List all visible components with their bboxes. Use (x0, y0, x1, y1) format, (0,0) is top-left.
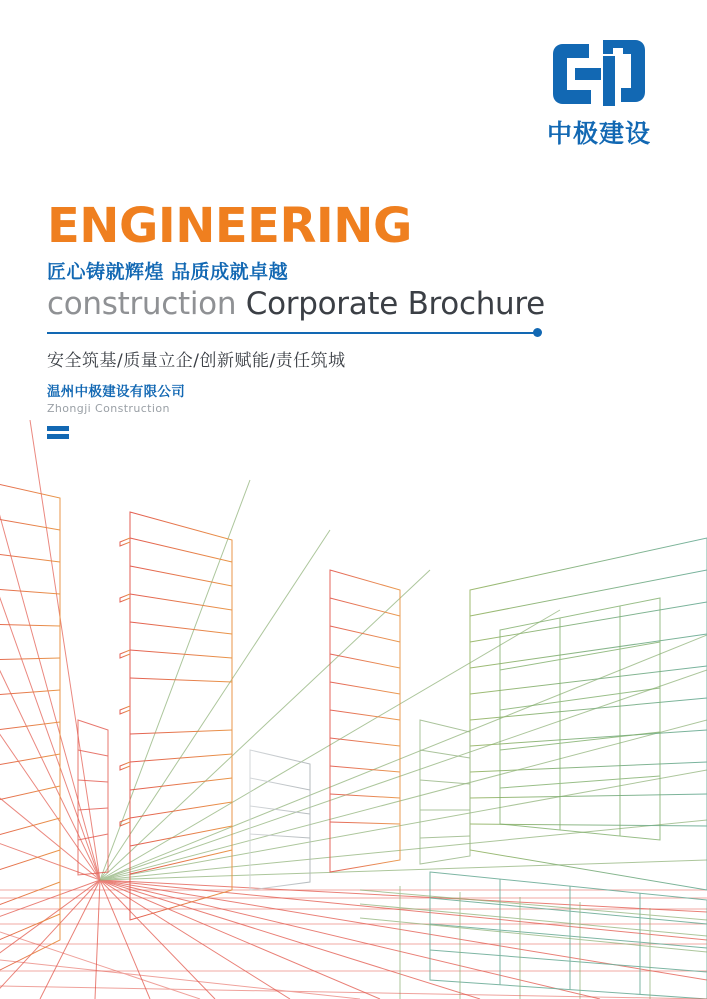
zhongji-monogram-logo-icon (551, 38, 647, 110)
wireframe-city-illustration (0, 420, 707, 999)
divider-dot (533, 328, 542, 337)
title-block (47, 200, 567, 442)
company-name-chinese: 温州中极建设有限公司 (47, 384, 185, 400)
company-name-english: Zhongji Construction (47, 402, 170, 415)
subtitle-construction: construction (47, 286, 237, 322)
headline-english: ENGINEERING (47, 198, 412, 254)
slogan-chinese: 匠心铸就辉煌 品质成就卓越 (47, 261, 289, 283)
divider-rule (47, 328, 542, 338)
subtitle-corporate-brochure: Corporate Brochure (236, 286, 545, 322)
divider-line (47, 332, 534, 334)
logo-company-name: 中极建设 (546, 119, 651, 148)
logo-block (535, 38, 663, 150)
tagline-chinese: 安全筑基/质量立企/创新赋能/责任筑城 (47, 351, 346, 371)
subtitle-row (47, 286, 567, 322)
